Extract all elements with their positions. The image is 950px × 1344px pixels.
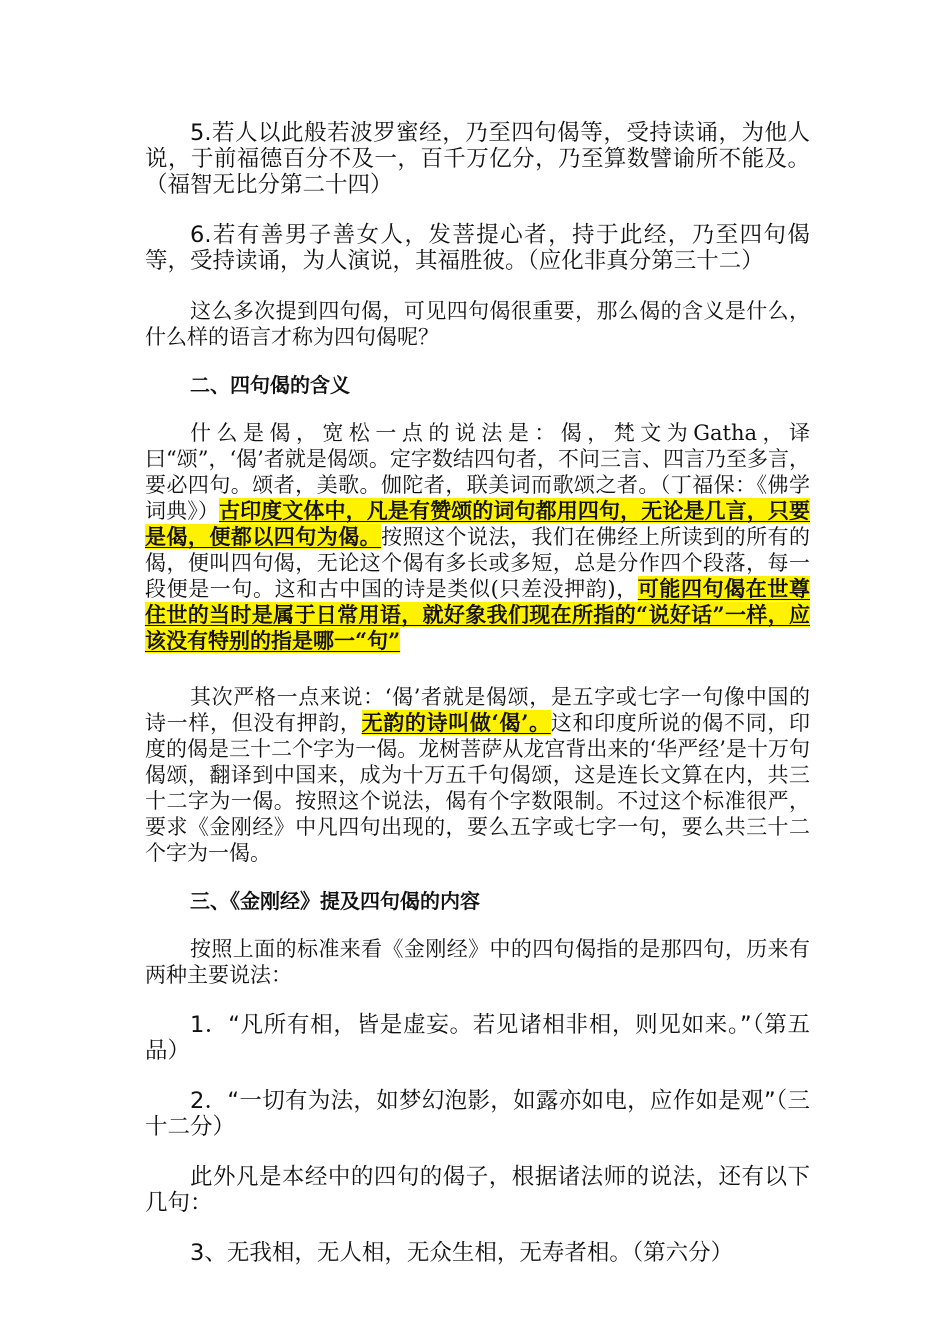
section-2-paragraph-2 xyxy=(145,684,810,866)
item-5-paragraph: 5.若人以此般若波罗蜜经，乃至四句偈等，受持读诵，为他人说，于前福德百分不及一，百千万亿分，乃至算数譬谕所不能及。（福智无比分第二十四） xyxy=(145,120,810,198)
text-run: 这和印度所说的偈不同，印度的偈是三十二个字为一偈。龙树菩萨从龙宫背出来的‘华严经’是十万句偈颂，翻译到中国来，成为十万五千句偈颂，这是连长文算在内，共三十二字为一偈。按照这个说法，偈有个字数限制。不过这个标准很严，要求《金刚经》中凡四句出现的，要么五字或七字一句，要么共三十二个字为一偈。 xyxy=(145,711,811,865)
section-2-heading: 二、四句偈的含义 xyxy=(190,373,350,397)
quote-item-1: 1．“凡所有相，皆是虚妄。若见诸相非相，则见如来。”（第五品） xyxy=(145,1012,810,1064)
quote-item-3: 3、无我相，无人相，无众生相，无寿者相。（第六分） xyxy=(190,1240,734,1266)
text-run: 什么是偈，宽松一点的说法是：偈，梵文为Gatha，译曰“颂”，‘偈’者就是偈颂。定字数结四句者，不问三言、四言乃至多言，要必四句。颂者，美歌。伽陀者，联美词而歌颂之者。（丁福保：《佛学词典》） xyxy=(145,421,810,523)
highlighted-text: 古印度文体中，凡是有赞颂的词句都用四句，无论是几言，只要是偈，便都以四句为偈。 xyxy=(145,498,810,549)
text-run: 按照这个说法，我们在佛经上所读到的所有的偈，便叫四句偈，无论这个偈有多长或多短，总是分作四个段落，每一段便是一句。这和古中国的诗是类似(只差没押韵)， xyxy=(145,525,811,601)
intro-paragraph: 这么多次提到四句偈，可见四句偈很重要，那么偈的含义是什么，什么样的语言才称为四句偈呢？ xyxy=(145,299,810,349)
document-page xyxy=(145,120,810,1266)
item-6-paragraph: 6.若有善男子善女人，发菩提心者，持于此经，乃至四句偈等，受持读诵，为人演说，其福胜彼。（应化非真分第三十二） xyxy=(145,222,810,274)
quote-item-2: 2．“一切有为法，如梦幻泡影，如露亦如电，应作如是观”（三十二分） xyxy=(145,1088,810,1140)
highlighted-text: 可能四句偈在世尊住世的当时是属于日常用语，就好象我们现在所指的“说好话”一样，应该没有特别的指是哪一“句” xyxy=(145,576,810,653)
text-run: 其次严格一点来说：‘偈’者就是偈颂，是五字或七字一句像中国的诗一样，但没有押韵， xyxy=(145,685,810,735)
section-2-paragraph-1 xyxy=(145,420,810,654)
highlighted-text: 无韵的诗叫做‘偈’。 xyxy=(361,710,551,735)
section-3-paragraph-2: 此外凡是本经中的四句的偈子，根据诸法师的说法，还有以下几句： xyxy=(145,1164,810,1216)
section-3-paragraph-1: 按照上面的标准来看《金刚经》中的四句偈指的是那四句，历来有两种主要说法： xyxy=(145,937,810,987)
section-3-heading: 三、《金刚经》提及四句偈的内容 xyxy=(190,889,480,913)
